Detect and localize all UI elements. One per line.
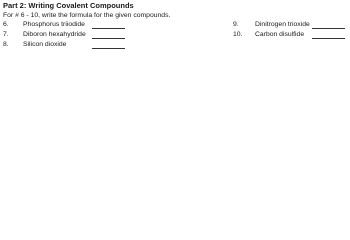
- instructions: For # 6 - 10, write the formula for the given compounds.: [3, 12, 171, 19]
- compound-name: Diboron hexahydride: [23, 31, 86, 38]
- compound-name: Phosphorus triiodide: [23, 21, 85, 28]
- question-number: 7.: [3, 31, 9, 38]
- question-number: 8.: [3, 41, 9, 48]
- question-item-8: [0, 40, 350, 49]
- question-number: 10.: [233, 31, 243, 38]
- answer-blank[interactable]: [312, 28, 345, 29]
- question-item-9: [0, 20, 350, 29]
- answer-blank[interactable]: [312, 38, 345, 39]
- compound-name: Carbon disulfide: [255, 31, 305, 38]
- answer-blank[interactable]: [92, 48, 125, 49]
- question-item-10: [0, 30, 350, 39]
- question-number: 6.: [3, 21, 9, 28]
- section-title: Part 2: Writing Covalent Compounds: [3, 1, 134, 10]
- question-number: 9.: [233, 21, 239, 28]
- compound-name: Dinitrogen trioxide: [255, 21, 310, 28]
- compound-name: Silicon dioxide: [23, 41, 67, 48]
